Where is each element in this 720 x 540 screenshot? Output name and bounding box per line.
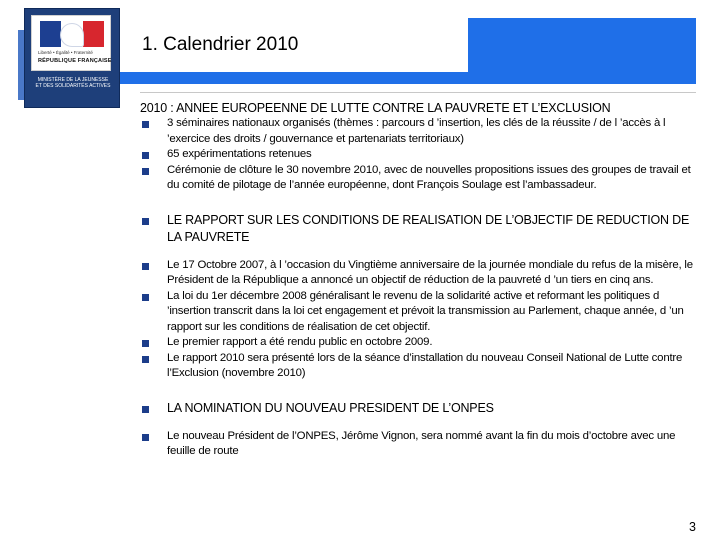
section3-heading-item	[140, 400, 702, 417]
slide-title: 1. Calendrier 2010	[142, 34, 299, 55]
header-divider	[140, 92, 696, 93]
list-item	[140, 147, 702, 163]
list-item-text: Le rapport 2010 sera présenté lors de la séance d’installation du nouveau Conseil National de Lutte contre l’Exclusion (novembre 2010)	[167, 351, 683, 379]
list-item-text: Le nouveau Président de l’ONPES, Jérôme Vignon, sera nommé avant la fin du mois d’octobre avec une feuille de route	[167, 429, 676, 457]
section2-list	[140, 212, 702, 246]
section2-items	[140, 258, 702, 382]
list-item	[140, 163, 702, 194]
list-item-text: La loi du 1er décembre 2008 généralisant le revenu de la solidarité active et reformant les politiques d ’insertion transcrit dans la loi cet engagement et prévoit la transmission au Parlement, chaque année, d ’un rapport sur les conditions de réalisation de cet objectif.	[167, 289, 684, 333]
bullet-icon	[142, 340, 149, 347]
bullet-icon	[142, 121, 149, 128]
section2-heading: LE RAPPORT SUR LES CONDITIONS DE REALISATION DE L’OBJECTIF DE REDUCTION DE LA PAUVRETE	[167, 212, 690, 244]
page-number: 3	[689, 520, 696, 534]
bullet-icon	[142, 152, 149, 159]
list-item	[140, 258, 702, 289]
bullet-icon	[142, 406, 149, 413]
section1-heading: 2010 : ANNEE EUROPEENNE DE LUTTE CONTRE LA PAUVRETE ET L’EXCLUSION	[140, 101, 611, 115]
logo-panel	[31, 15, 111, 71]
section2-heading-item	[140, 212, 702, 246]
list-item	[140, 351, 702, 382]
list-item-text: Le 17 Octobre 2007, à l ’occasion du Vingtième anniversaire de la journée mondiale du refus de la misère, le Président de la République a annoncé un objectif de réduction de la pauvreté d ’un tiers en cinq ans.	[167, 258, 693, 286]
ministry-logo	[24, 8, 120, 108]
list-item-text: Le premier rapport a été rendu public en octobre 2009.	[167, 336, 433, 348]
list-item	[140, 116, 702, 147]
bullet-icon	[142, 356, 149, 363]
slide-content	[140, 100, 702, 460]
list-item	[140, 335, 702, 351]
logo-motto: Liberté • Égalité • Fraternité	[38, 50, 93, 55]
list-item-text: 3 séminaires nationaux organisés (thèmes : parcours d ’insertion, les clés de la réussite / de l ’accès à l ’exercice des droits / gouvernance et partenariats territoriaux)	[167, 117, 666, 145]
section1-list	[140, 116, 702, 194]
bullet-icon	[142, 168, 149, 175]
bullet-icon	[142, 434, 149, 441]
logo-republic: RÉPUBLIQUE FRANÇAISE	[38, 58, 112, 64]
bullet-icon	[142, 294, 149, 301]
logo-ministry: MINISTÈRE DE LA JEUNESSE ET DES SOLIDARITÉS ACTIVES	[35, 77, 111, 89]
bullet-icon	[142, 263, 149, 270]
section3-items	[140, 429, 702, 460]
list-item	[140, 429, 702, 460]
list-item	[140, 289, 702, 336]
list-item-text: 65 expérimentations retenues	[167, 148, 312, 160]
list-item-text: Cérémonie de clôture le 30 novembre 2010, avec de nouvelles propositions issues des groupes de travail et du comité de pilotage de l’année européenne, dont François Soulage est l’ambassadeur.	[167, 163, 691, 191]
section3-heading: LA NOMINATION DU NOUVEAU PRESIDENT DE L’ONPES	[167, 400, 494, 415]
marianne-flag-icon	[40, 21, 104, 47]
section3-list	[140, 400, 702, 417]
bullet-icon	[142, 218, 149, 225]
